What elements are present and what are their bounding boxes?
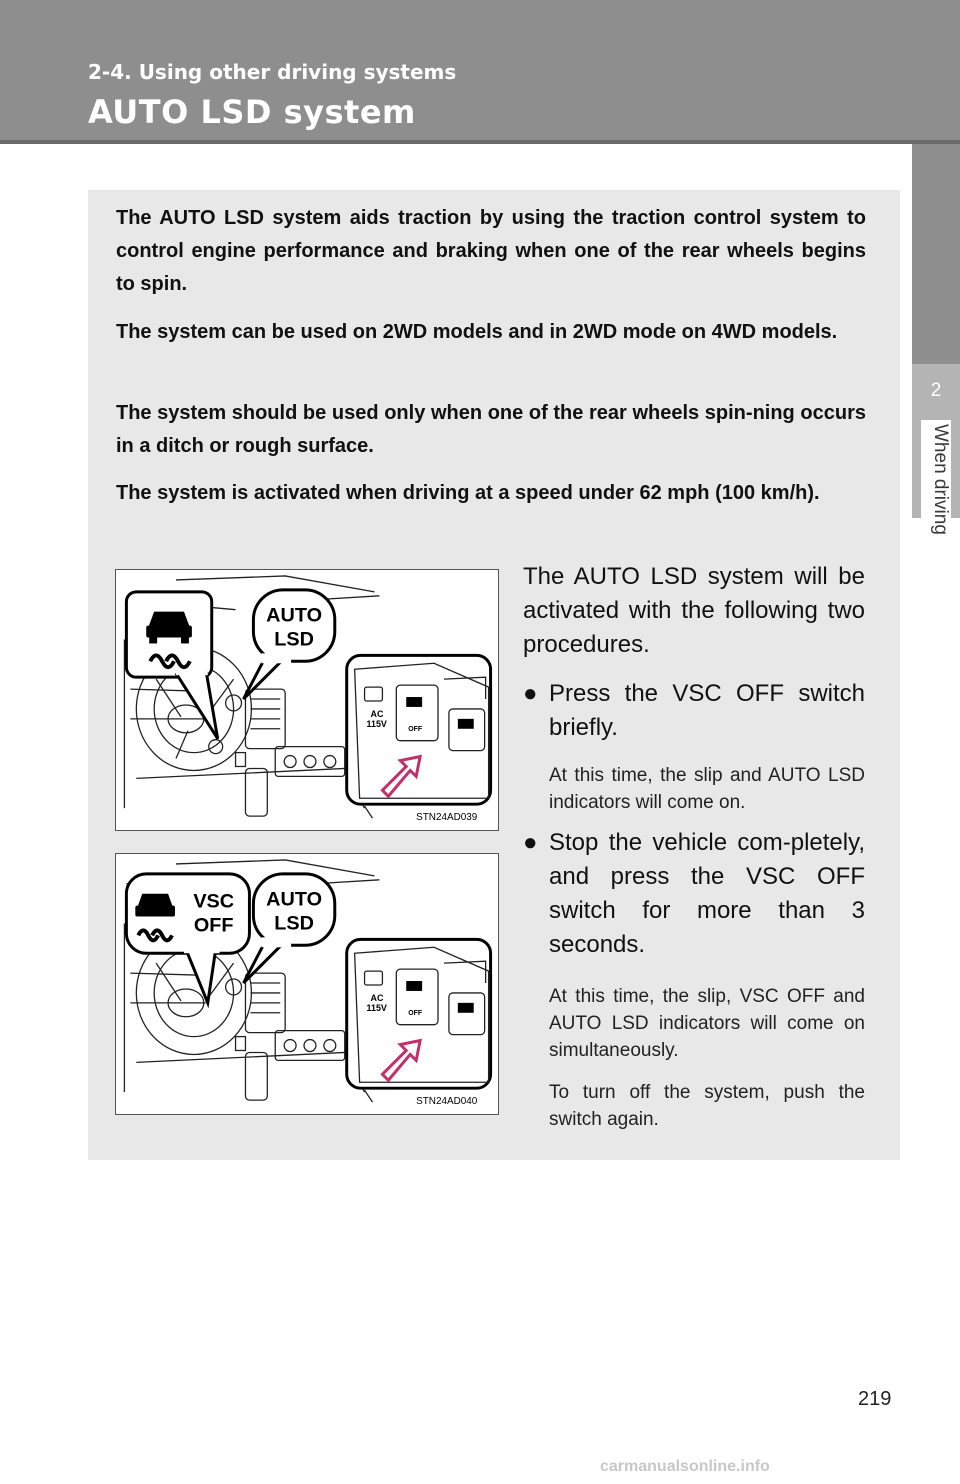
section-label: 2-4. Using other driving systems (88, 60, 457, 84)
watermark: carmanualsonline.info (600, 1458, 770, 1475)
procedure-note: To turn off the system, push the switch again. (549, 1082, 865, 1130)
callout-auto: AUTO (266, 888, 323, 911)
svg-text:OFF: OFF (408, 725, 423, 733)
dashboard-illustration (116, 570, 498, 830)
bullet-icon: ● (523, 829, 538, 856)
procedure-text: Press the VSC OFF switch briefly. (549, 680, 865, 741)
procedure-note: At this time, the slip, VSC OFF and AUTO LSD indicators will come on simultaneously. (549, 986, 865, 1061)
svg-text:AC: AC (370, 708, 384, 719)
figure-code: STN24AD040 (416, 1096, 478, 1108)
callout-lsd: LSD (274, 912, 314, 935)
callout-vsc: VSC (193, 890, 235, 913)
intro-paragraph: The system is activated when driving at a speed under 62 mph (100 km/h). (116, 482, 820, 504)
figure-vsc-switch-brief (115, 569, 499, 831)
figure-code: STN24AD039 (416, 812, 478, 824)
svg-text:115V: 115V (366, 718, 387, 729)
chapter-label: When driving (921, 420, 951, 650)
intro-paragraph: The system should be used only when one of the rear wheels spin-ning occurs in a ditch or rough surface. (116, 402, 866, 457)
dashboard-illustration (116, 854, 498, 1114)
procedure-item (523, 677, 865, 745)
callout-auto: AUTO (266, 604, 323, 627)
figure-vsc-switch-hold (115, 853, 499, 1115)
procedure-note: At this time, the slip and AUTO LSD indicators will come on. (549, 765, 865, 813)
chapter-number: 2 (930, 380, 942, 401)
procedure-item (523, 826, 865, 962)
lead-paragraph: The AUTO LSD system will be activated with the following two procedures. (523, 563, 865, 658)
page-title: AUTO LSD system (88, 93, 416, 131)
callout-lsd: LSD (274, 628, 314, 651)
bullet-icon: ● (523, 680, 538, 707)
page-header (0, 0, 960, 144)
intro-paragraph: The system can be used on 2WD models and in 2WD mode on 4WD models. (116, 321, 838, 343)
procedure-text: Stop the vehicle com-pletely, and press the VSC OFF switch for more than 3 seconds. (549, 829, 865, 958)
svg-text:OFF: OFF (408, 1009, 423, 1017)
callout-off: OFF (193, 914, 234, 937)
page-number: 219 (858, 1388, 892, 1410)
svg-text:AC: AC (370, 992, 384, 1003)
svg-text:115V: 115V (366, 1002, 387, 1013)
intro-paragraph: The AUTO LSD system aids traction by using the traction control system to control engine performance and braking when one of the rear wheels begins to spin. (116, 207, 866, 295)
